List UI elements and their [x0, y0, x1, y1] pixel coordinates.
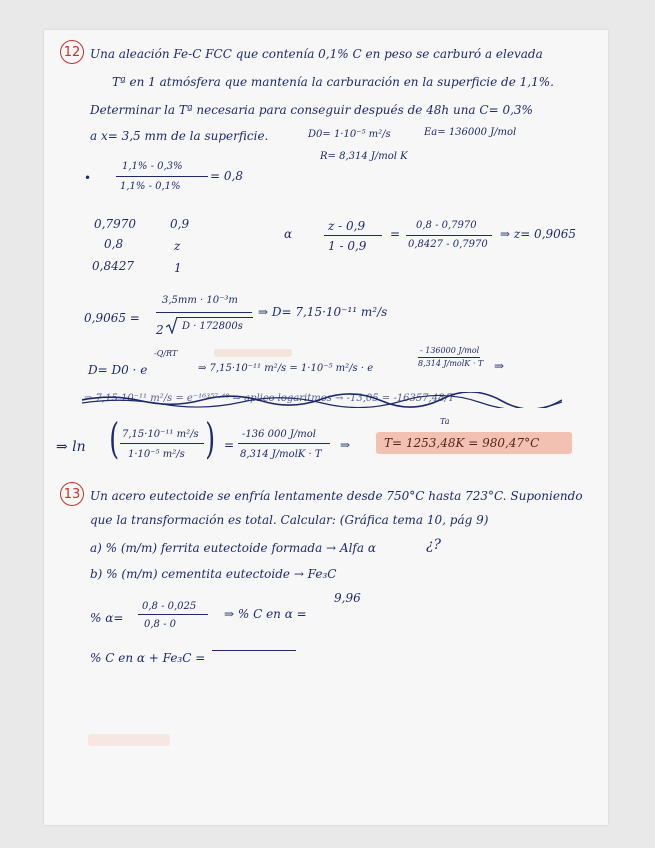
paren-open: (	[109, 414, 120, 463]
ln-right-denominator: 8,314 J/molK · T	[240, 449, 322, 460]
interp-right-bar	[406, 235, 492, 236]
result-temperature: T= 1253,48K = 980,47°C	[384, 436, 540, 450]
alpha-value: 9,96	[334, 591, 361, 605]
interp-left-bar	[324, 235, 382, 236]
alpha-result: ⇒ % C en α =	[224, 607, 307, 621]
frac1-result: = 0,8	[210, 169, 243, 183]
struck-through-line: ⇒ 7,15·10⁻¹¹ m²/s = e⁻¹⁶³⁵⁷·⁴⁸ ⇒ aplico logaritmos → -13,05 = -16357,48/T	[84, 393, 455, 404]
alpha-bar	[138, 614, 208, 615]
table-r2c2: z	[174, 239, 181, 253]
alpha-numerator: 0,8 - 0,025	[142, 601, 197, 612]
interp-left-denominator: 1 - 0,9	[328, 239, 367, 253]
p13-question: ¿?	[426, 537, 442, 553]
ln-right-numerator: -136 000 J/mol	[242, 429, 316, 440]
p12-d0: D0= 1·10⁻⁵ m²/s	[308, 129, 391, 140]
frac1-bar	[116, 176, 208, 177]
p12-statement-line-3: Determinar la Tª necesaria para conseguir después de 48h una C= 0,3%	[90, 103, 533, 117]
sqrt-overline	[177, 317, 253, 318]
table-r2c1: 0,8	[104, 237, 124, 251]
ln-right-bar	[238, 443, 330, 444]
arr-middle: ⇒ 7,15·10⁻¹¹ m²/s = 1·10⁻⁵ m²/s · e	[198, 363, 374, 374]
eq-d-bar	[156, 312, 252, 313]
problem-12-number: 12	[60, 40, 84, 64]
eq-d-left: 0,9065 =	[84, 311, 140, 325]
table-r1c1: 0,7970	[94, 217, 136, 231]
problem-13-number: 13	[60, 482, 84, 506]
p12-statement-line-1: Una aleación Fe-C FCC que contenía 0,1% C en peso se carburó a elevada	[90, 47, 543, 61]
eq-d-result: ⇒ D= 7,15·10⁻¹¹ m²/s	[258, 305, 388, 319]
alpha-denominator: 0,8 - 0	[144, 619, 177, 630]
faint-highlight-mark	[214, 349, 292, 357]
ln-numerator: 7,15·10⁻¹¹ m²/s	[122, 429, 199, 440]
alpha-lhs: % α=	[90, 611, 124, 625]
interp-right-denominator: 0,8427 - 0,7970	[408, 239, 488, 250]
p13-part-a: a) % (m/m) ferrita eutectoide formada → Alfa α	[90, 541, 376, 555]
interp-prefix: α	[284, 227, 293, 241]
arr-end-arrow: ⇒	[494, 359, 505, 373]
p13-part-b: b) % (m/m) cementita eutectoide → Fe₃C	[90, 567, 337, 581]
interp-result: ⇒ z= 0,9065	[500, 227, 577, 241]
arr-exp2-denominator: 8,314 J/molK · T	[418, 359, 484, 368]
final-line: % C en α + Fe₃C =	[90, 651, 206, 665]
ln-equals: =	[224, 438, 235, 452]
p12-statement-line-2: Tª en 1 atmósfera que mantenía la carburación en la superficie de 1,1%.	[112, 75, 554, 89]
scribble-strike	[82, 392, 562, 408]
eq-d-den-two: 2	[156, 323, 164, 337]
paren-close: )	[205, 414, 216, 463]
p13-statement-line-1: Un acero eutectoide se enfría lentamente desde 750°C hasta 723°C. Suponiendo	[90, 489, 583, 503]
answer-blank	[212, 650, 296, 651]
ln-denominator: 1·10⁻⁵ m²/s	[128, 449, 185, 460]
interp-right-numerator: 0,8 - 0,7970	[416, 220, 477, 231]
faint-bottom-highlight	[88, 734, 170, 746]
margin-note: Ta	[440, 417, 450, 426]
eq-d-numerator: 3,5mm · 10⁻³m	[162, 295, 238, 306]
ln-arrow: ⇒	[340, 438, 351, 452]
arr-exp2-bar	[418, 357, 480, 358]
arr-left: D= D0 · e	[88, 363, 148, 377]
p12-ea: Ea= 136000 J/mol	[424, 127, 517, 138]
arr-exp2-numerator: - 136000 J/mol	[420, 346, 480, 355]
interp-equals: =	[390, 227, 401, 241]
p12-r: R= 8,314 J/mol K	[320, 151, 408, 162]
table-r3c2: 1	[174, 261, 182, 275]
sqrt-sign	[166, 316, 178, 334]
p12-statement-line-4: a x= 3,5 mm de la superficie.	[90, 129, 269, 143]
ln-bar	[120, 443, 204, 444]
frac1-numerator: 1,1% - 0,3%	[122, 161, 183, 172]
arr-exponent: -Q/RT	[154, 349, 178, 358]
p13-statement-line-2: que la transformación es total. Calcular: (Gráfica tema 10, pág 9)	[90, 513, 489, 527]
ln-prefix: ⇒ ln	[56, 439, 86, 455]
notebook-page	[44, 30, 608, 825]
eq-d-denominator: D · 172800s	[182, 321, 243, 332]
frac1-denominator: 1,1% - 0,1%	[120, 181, 181, 192]
table-r1c2: 0,9	[170, 217, 190, 231]
bullet: •	[84, 171, 92, 185]
interp-left-numerator: z - 0,9	[328, 219, 366, 233]
table-r3c1: 0,8427	[92, 259, 134, 273]
